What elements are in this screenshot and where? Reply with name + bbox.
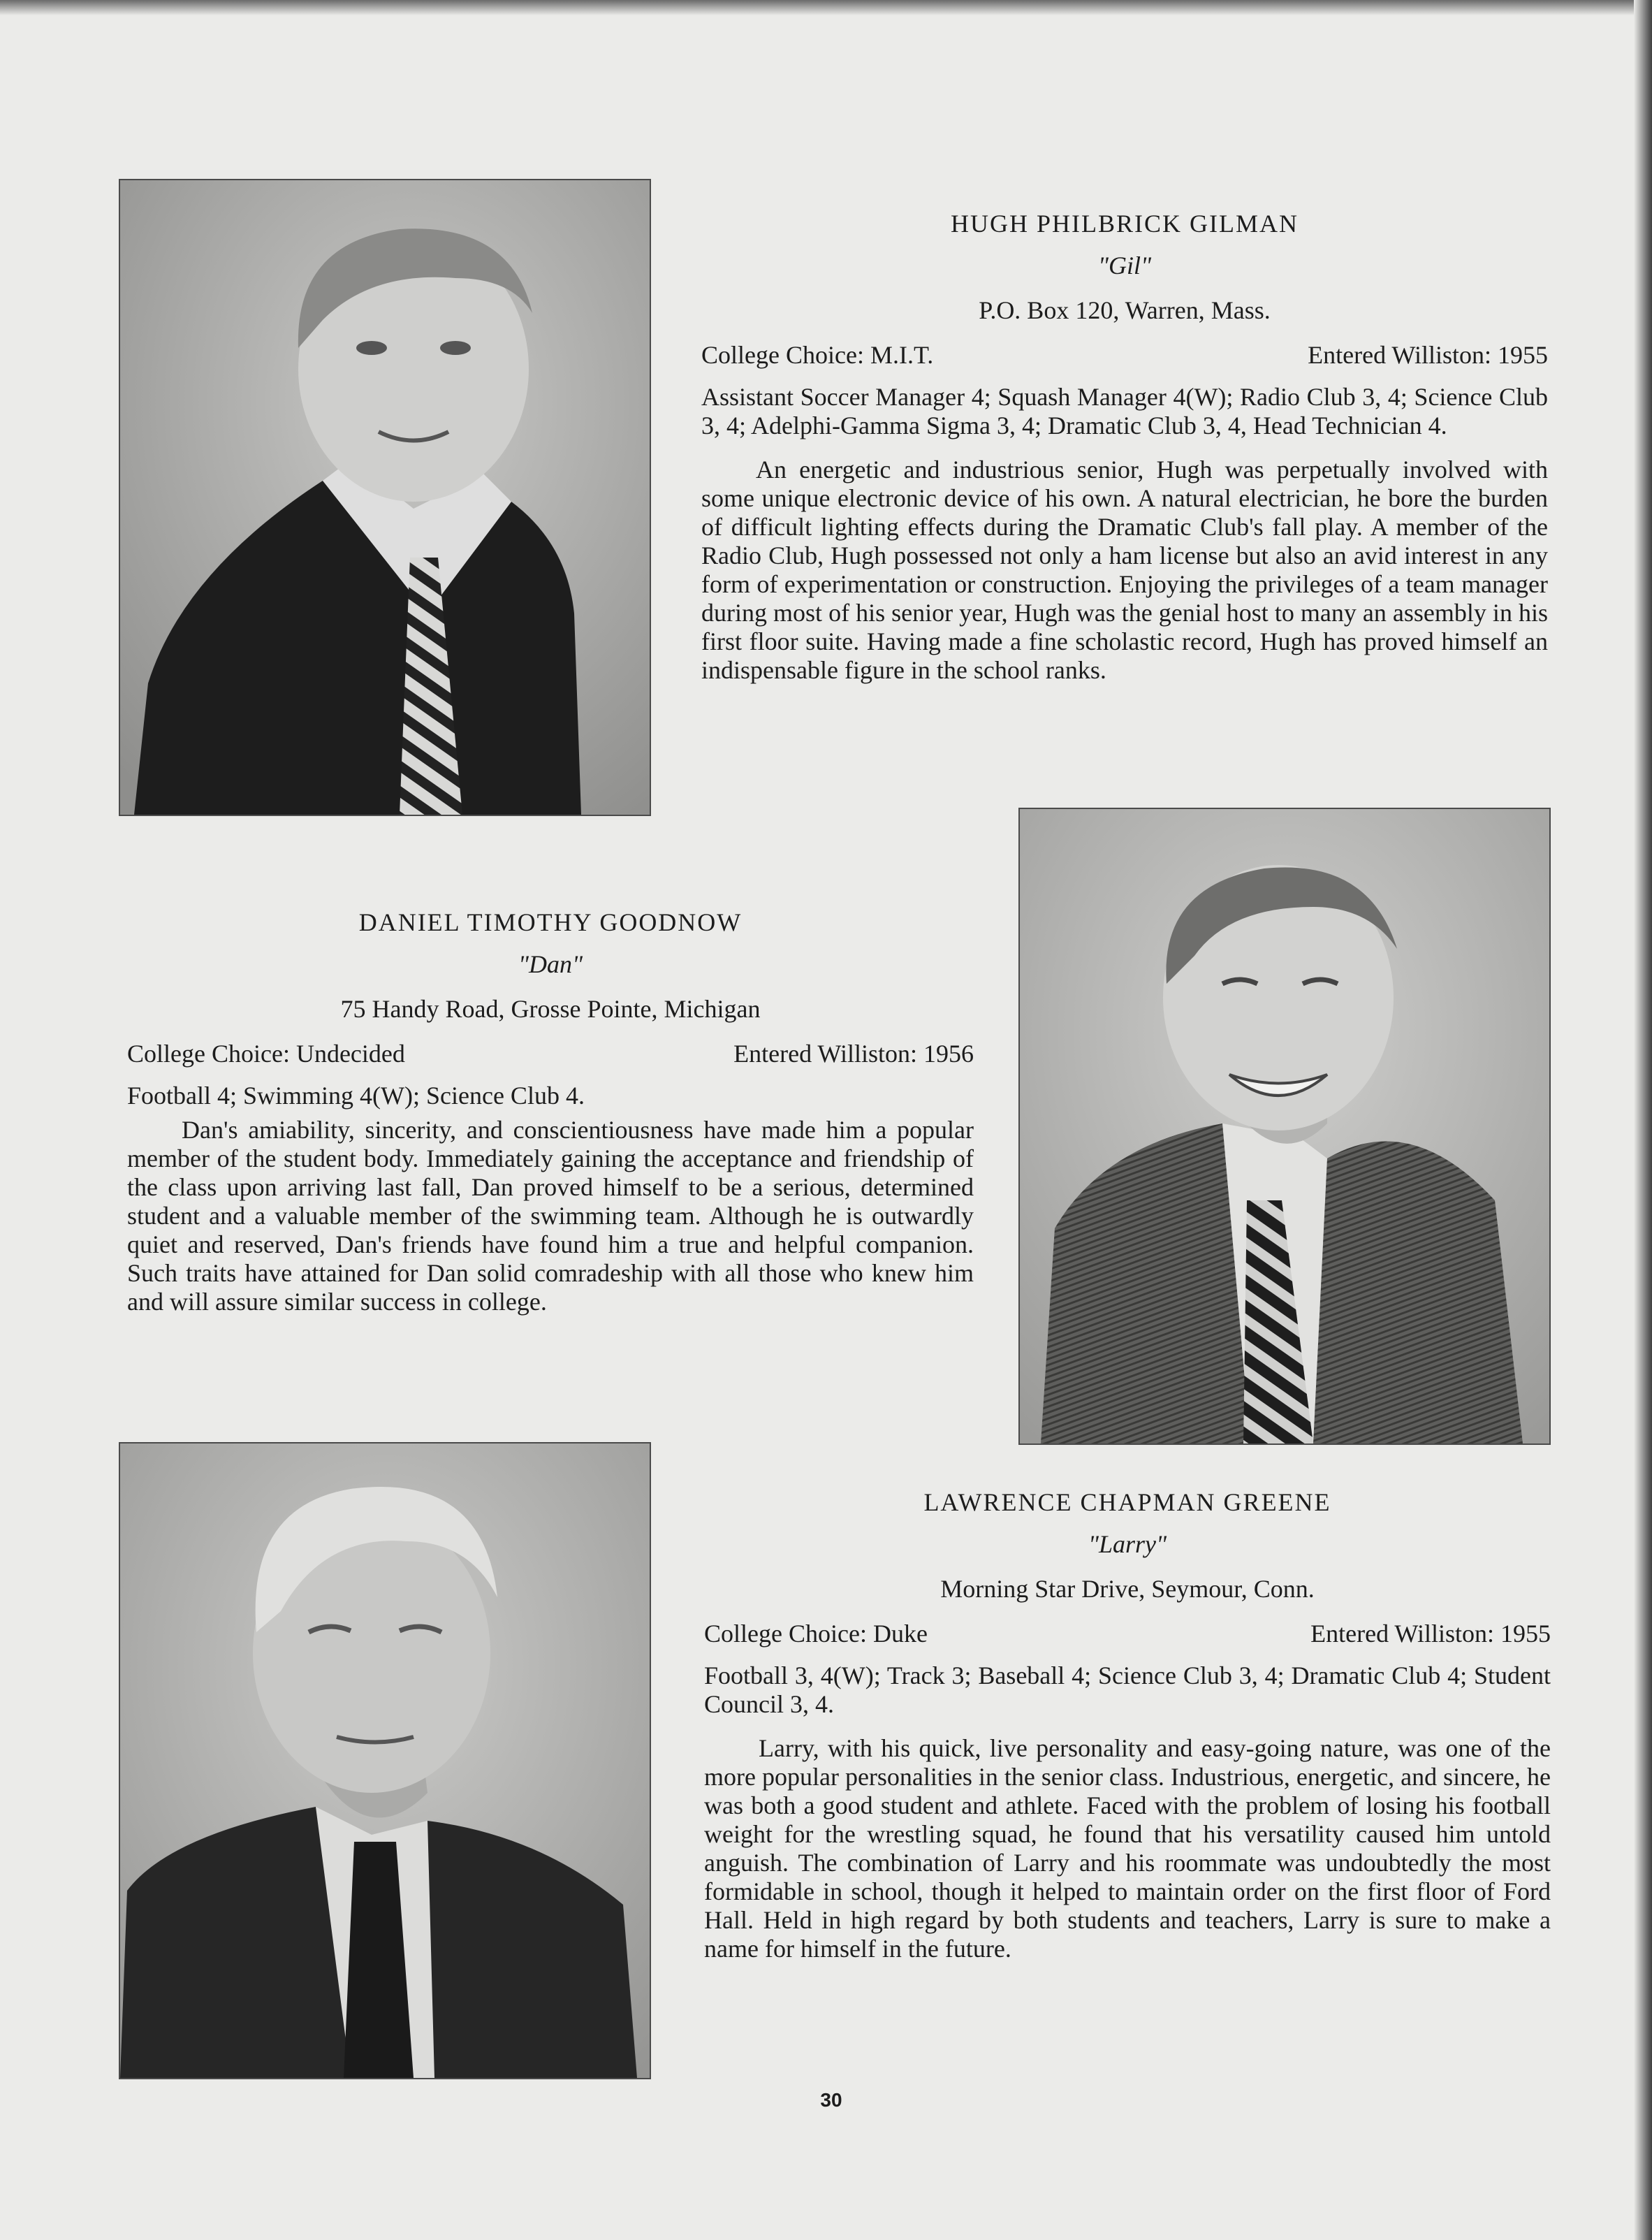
student-address: 75 Handy Road, Grosse Pointe, Michigan bbox=[340, 995, 761, 1023]
portrait-photo-gilman bbox=[119, 179, 651, 816]
student-nickname: "Gil" bbox=[1097, 252, 1152, 279]
student-nickname: "Dan" bbox=[518, 950, 583, 978]
entered-year: Entered Williston: 1955 bbox=[1310, 1620, 1551, 1648]
entry-goodnow bbox=[127, 908, 974, 1316]
college-choice: College Choice: Duke bbox=[704, 1620, 928, 1648]
entered-year: Entered Williston: 1956 bbox=[733, 1040, 974, 1068]
portrait-photo-greene bbox=[119, 1442, 651, 2079]
student-nickname: "Larry" bbox=[1088, 1530, 1167, 1558]
student-name: DANIEL TIMOTHY GOODNOW bbox=[358, 908, 743, 936]
meta-row bbox=[701, 333, 1548, 377]
portrait-photo-goodnow bbox=[1018, 808, 1551, 1445]
page-number: 30 bbox=[820, 2089, 842, 2111]
entered-year: Entered Williston: 1955 bbox=[1308, 341, 1548, 369]
student-name: HUGH PHILBRICK GILMAN bbox=[951, 210, 1299, 238]
activities-list: Football 3, 4(W); Track 3; Baseball 4; Science Club 3, 4; Dramatic Club 4; Student Council 3, 4. bbox=[704, 1661, 1551, 1718]
entry-gilman bbox=[701, 210, 1548, 685]
student-address: P.O. Box 120, Warren, Mass. bbox=[979, 296, 1271, 324]
student-name: LAWRENCE CHAPMAN GREENE bbox=[923, 1488, 1331, 1516]
student-address: Morning Star Drive, Seymour, Conn. bbox=[940, 1575, 1315, 1603]
college-choice: College Choice: Undecided bbox=[127, 1040, 405, 1068]
meta-row bbox=[704, 1611, 1551, 1656]
activities-list: Assistant Soccer Manager 4; Squash Manager 4(W); Radio Club 3, 4; Science Club 3, 4; Adelphi-Gamma Sigma 3, 4; Dramatic Club 3, 4, Head Technician 4. bbox=[701, 383, 1548, 439]
meta-row bbox=[127, 1031, 974, 1076]
student-bio: Dan's amiability, sincerity, and conscientiousness have made him a popular member of the student body. Immediately gaining the acceptance and friendship of the class upon arriving last fall, Dan proved himself to be a serious, determined student and a valuable member of the swimming team. Although he is outwardly quiet and reserved, Dan's friends have found him a true and helpful companion. Such traits have attained for Dan solid comradeship with all those who knew him and will assure similar success in college. bbox=[127, 1116, 974, 1316]
entry-greene bbox=[704, 1488, 1551, 1963]
student-bio: An energetic and industrious senior, Hugh was perpetually involved with some unique electronic device of his own. A natural electrician, he bore the burden of difficult lighting effects during the Dramatic Club's fall play. A member of the Radio Club, Hugh possessed not only a ham license but also an avid interest in any form of experimentation or construction. Enjoying the privileges of a team manager during most of his senior year, Hugh was the genial host to many an assembly in his first floor suite. Having made a fine scholastic record, Hugh has proved himself an indispensable figure in the school ranks. bbox=[701, 456, 1548, 684]
student-bio: Larry, with his quick, live personality and easy-going nature, was one of the more popular personalities in the senior class. Industrious, energetic, and sincere, he was both a good student and athlete. Faced with the problem of losing his football weight for the wrestling squad, he found that his versatility caused him untold anguish. The combination of Larry and his roommate was undoubtedly the most formidable in school, though it helped to maintain order on the first floor of Ford Hall. Held in high regard by both students and teachers, Larry is sure to make a name for himself in the future. bbox=[704, 1734, 1551, 1963]
activities-list: Football 4; Swimming 4(W); Science Club 4. bbox=[127, 1082, 585, 1110]
scan-top-edge bbox=[0, 0, 1652, 15]
college-choice: College Choice: M.I.T. bbox=[701, 341, 934, 369]
scan-right-edge bbox=[1634, 0, 1652, 2240]
